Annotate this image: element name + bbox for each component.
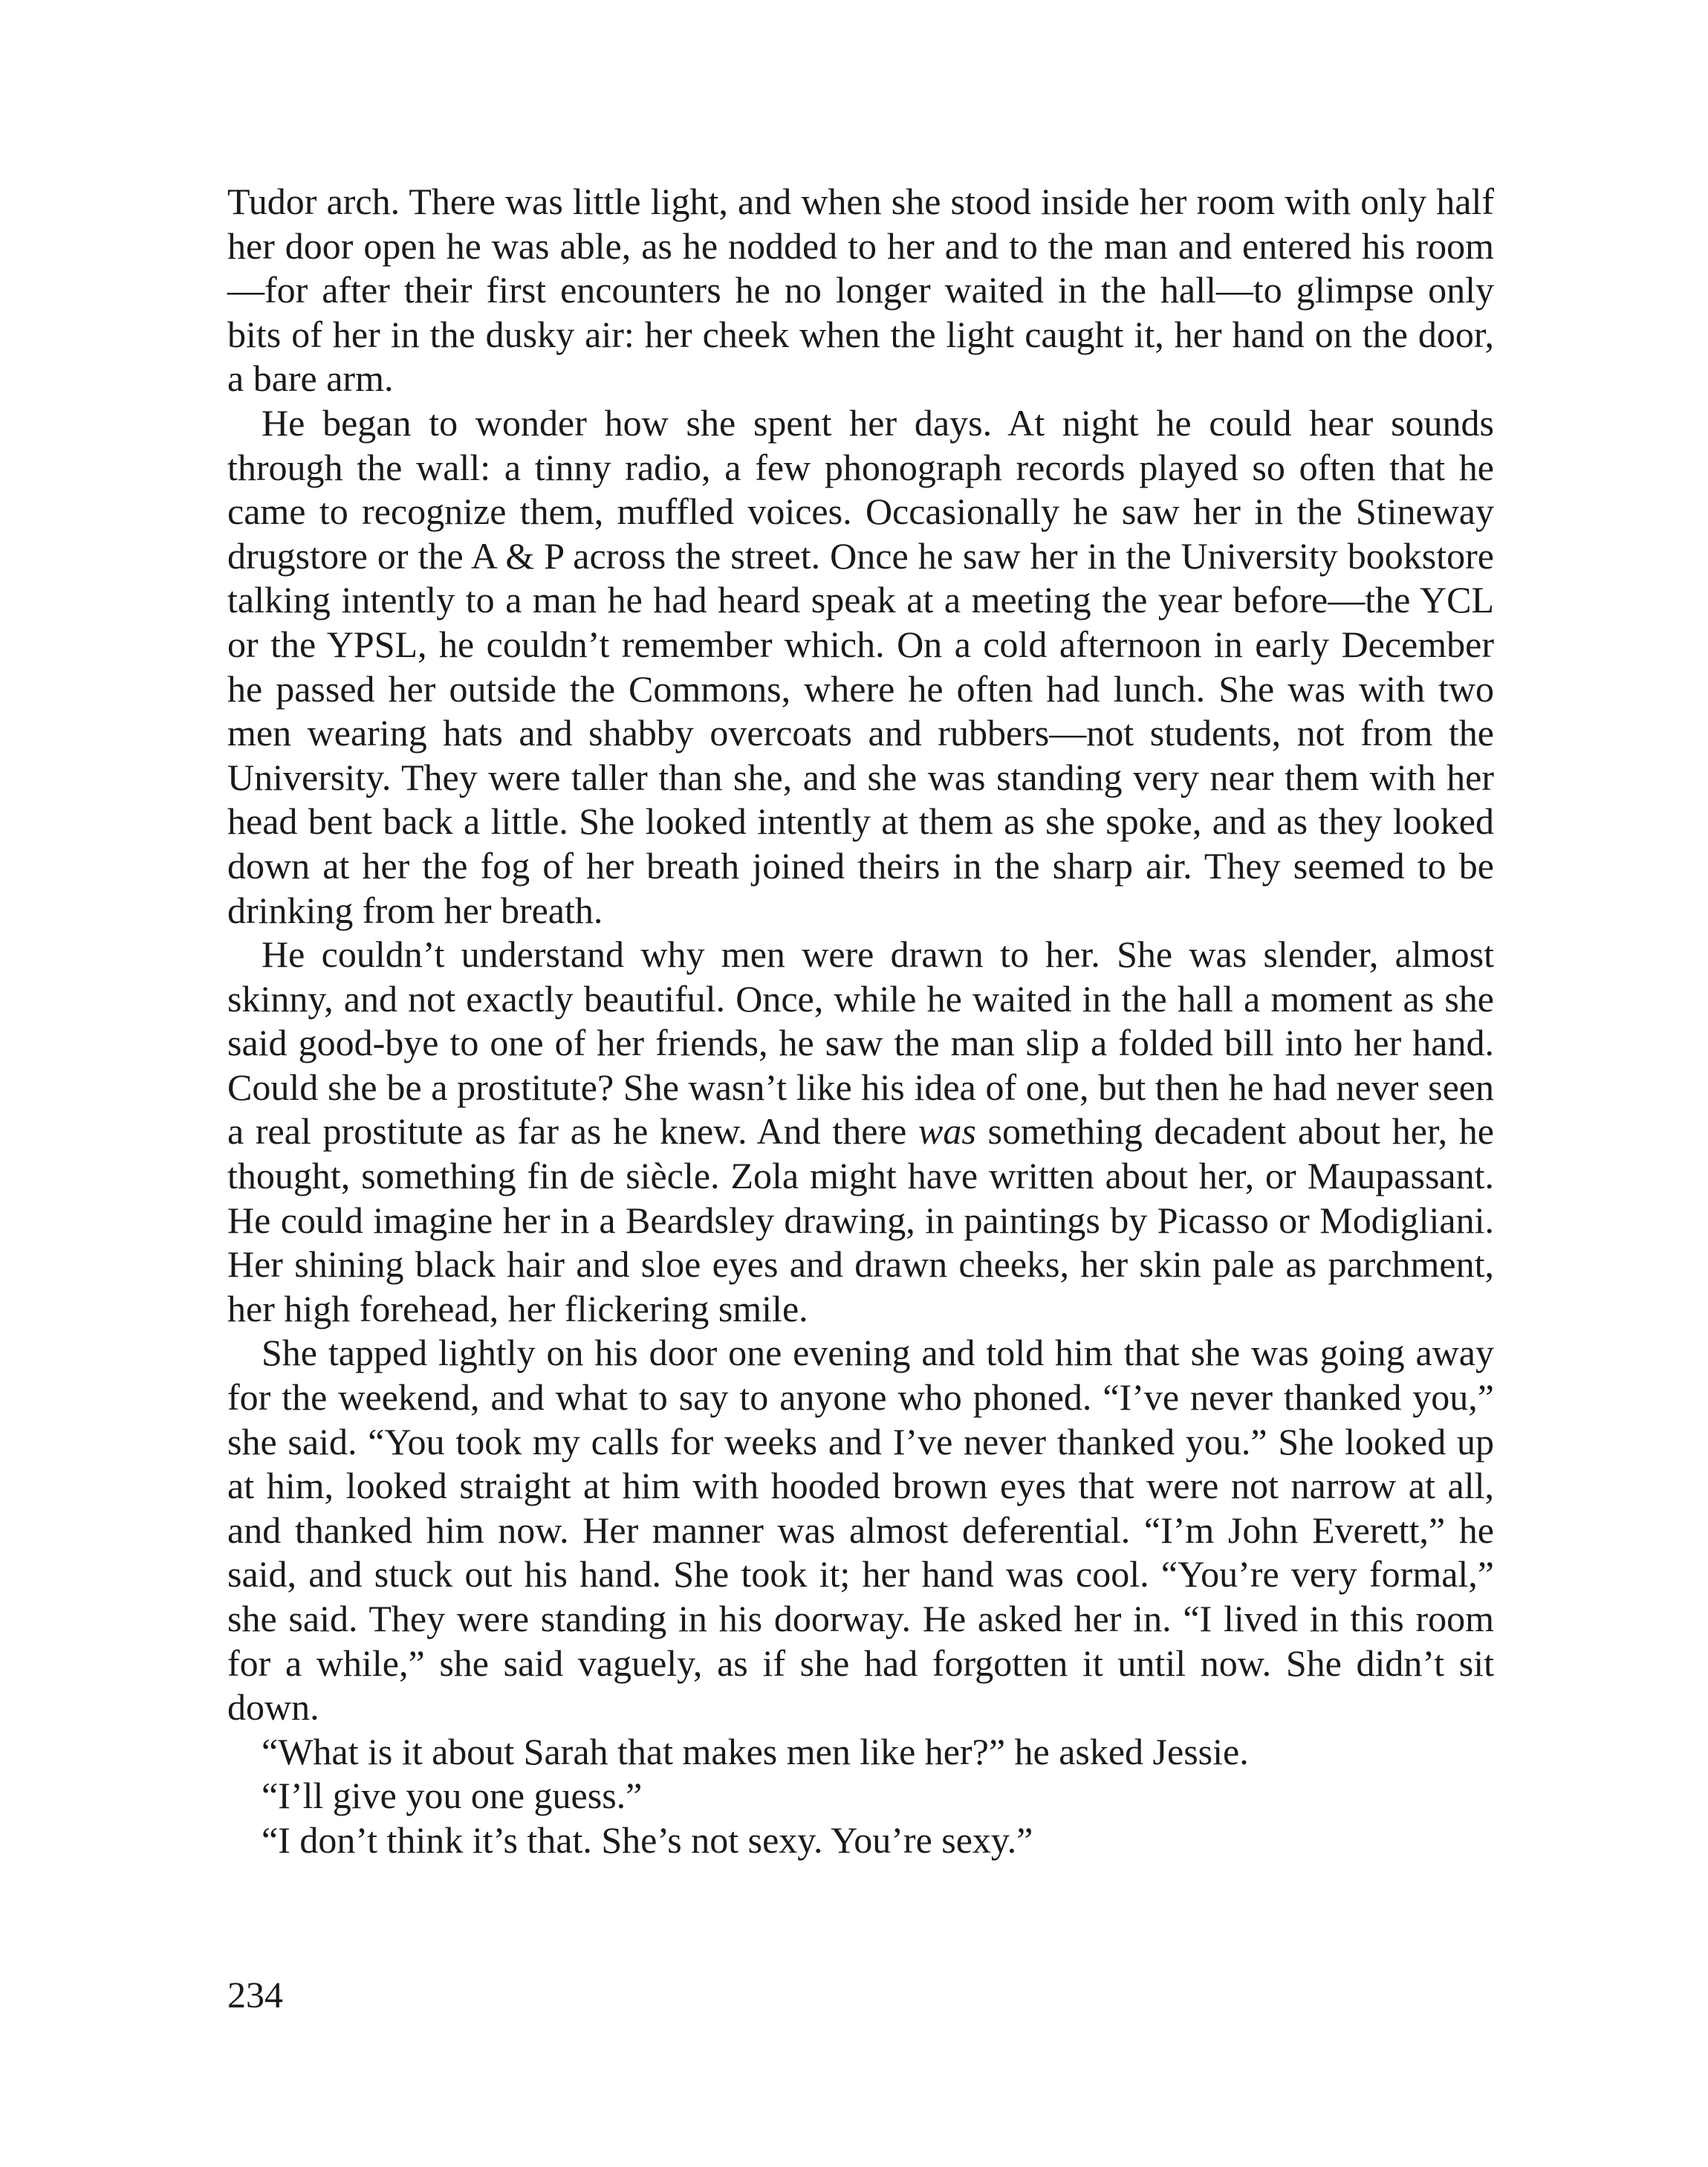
paragraph-6: [227, 1774, 1494, 1818]
paragraph-6-run-1: “I’ll give you one guess.”: [262, 1775, 643, 1817]
paragraph-5-run-1: “What is it about Sarah that makes men like her?” he asked Jessie.: [262, 1730, 1249, 1772]
paragraph-7-run-1: “I don’t think it’s that. She’s not sexy. You’re sexy.”: [262, 1818, 1033, 1861]
paragraph-1-run-1: Tudor arch. There was little light, and when she stood inside her room with only half her door open he was able, as he nodded to her and to the man and entered his room—for after their first encounters he no longer waited in the hall—to glimpse only bits of her in the dusky air: her cheek when the light caught it, her hand on the door, a bare arm.: [227, 181, 1494, 400]
paragraph-2-run-1: He began to wonder how she spent her days. At night he could hear sounds through the wall: a tinny radio, a few phonograph records played so often that he came to recognize them, muffled voices. Occasionally he saw her in the Stineway drugstore or the A & P across the street. Once he saw her in the University bookstore talking intently to a man he had heard speak at a meeting the year before—the YCL or the YPSL, he couldn’t remember which. On a cold afternoon in early December he passed her outside the Commons, where he often had lunch. She was with two men wearing hats and shabby overcoats and rubbers—not students, not from the University. They were taller than she, and she was standing very near them with her head bent back a little. She looked intently at them as she spoke, and as they looked down at her the fog of her breath joined theirs in the sharp air. They seemed to be drinking from her breath.: [227, 401, 1494, 931]
page-number: 234: [227, 1974, 283, 2015]
paragraph-3: [227, 933, 1494, 1331]
paragraph-4-run-1: She tapped lightly on his door one evening and told him that she was going away for the weekend, and what to say to anyone who phoned. “I’ve never thanked you,” she said. “You took my calls for weeks and I’ve never thanked you.” She looked up at him, looked straight at him with hooded brown eyes that were not narrow at all, and thanked him now. Her manner was almost deferential. “I’m John Everett,” he said, and stuck out his hand. She took it; her hand was cool. “You’re very formal,” she said. They were standing in his doorway. He asked her in. “I lived in this room for a while,” she said vaguely, as if she had forgotten it until now. She didn’t sit down.: [227, 1332, 1494, 1729]
paragraph-3-run-3: something decadent about her, he thought, something fin de siècle. Zola might have written about her, or Maupassant. He could imagine her in a Beardsley drawing, in paintings by Picasso or Modigliani. Her shining black hair and sloe eyes and drawn cheeks, her skin pale as parchment, her high forehead, her flickering smile.: [227, 1110, 1494, 1329]
paragraph-3-italic-run: was: [918, 1110, 976, 1153]
paragraph-1: [227, 180, 1494, 401]
paragraph-7: [227, 1818, 1494, 1863]
paragraph-4: [227, 1331, 1494, 1729]
paragraph-3-run-1: He couldn’t understand why men were drawn to her. She was slender, almost skinny, and not exactly beautiful. Once, while he waited in the hall a moment as she said good-bye to one of her friends, he saw the man slip a folded bill into her hand. Could she be a prostitute? She wasn’t like his idea of one, but then he had never seen a real prostitute as far as he knew. And there: [227, 933, 1494, 1153]
paragraph-5: [227, 1730, 1494, 1775]
body-text: [227, 180, 1494, 1863]
paragraph-2: [227, 401, 1494, 933]
